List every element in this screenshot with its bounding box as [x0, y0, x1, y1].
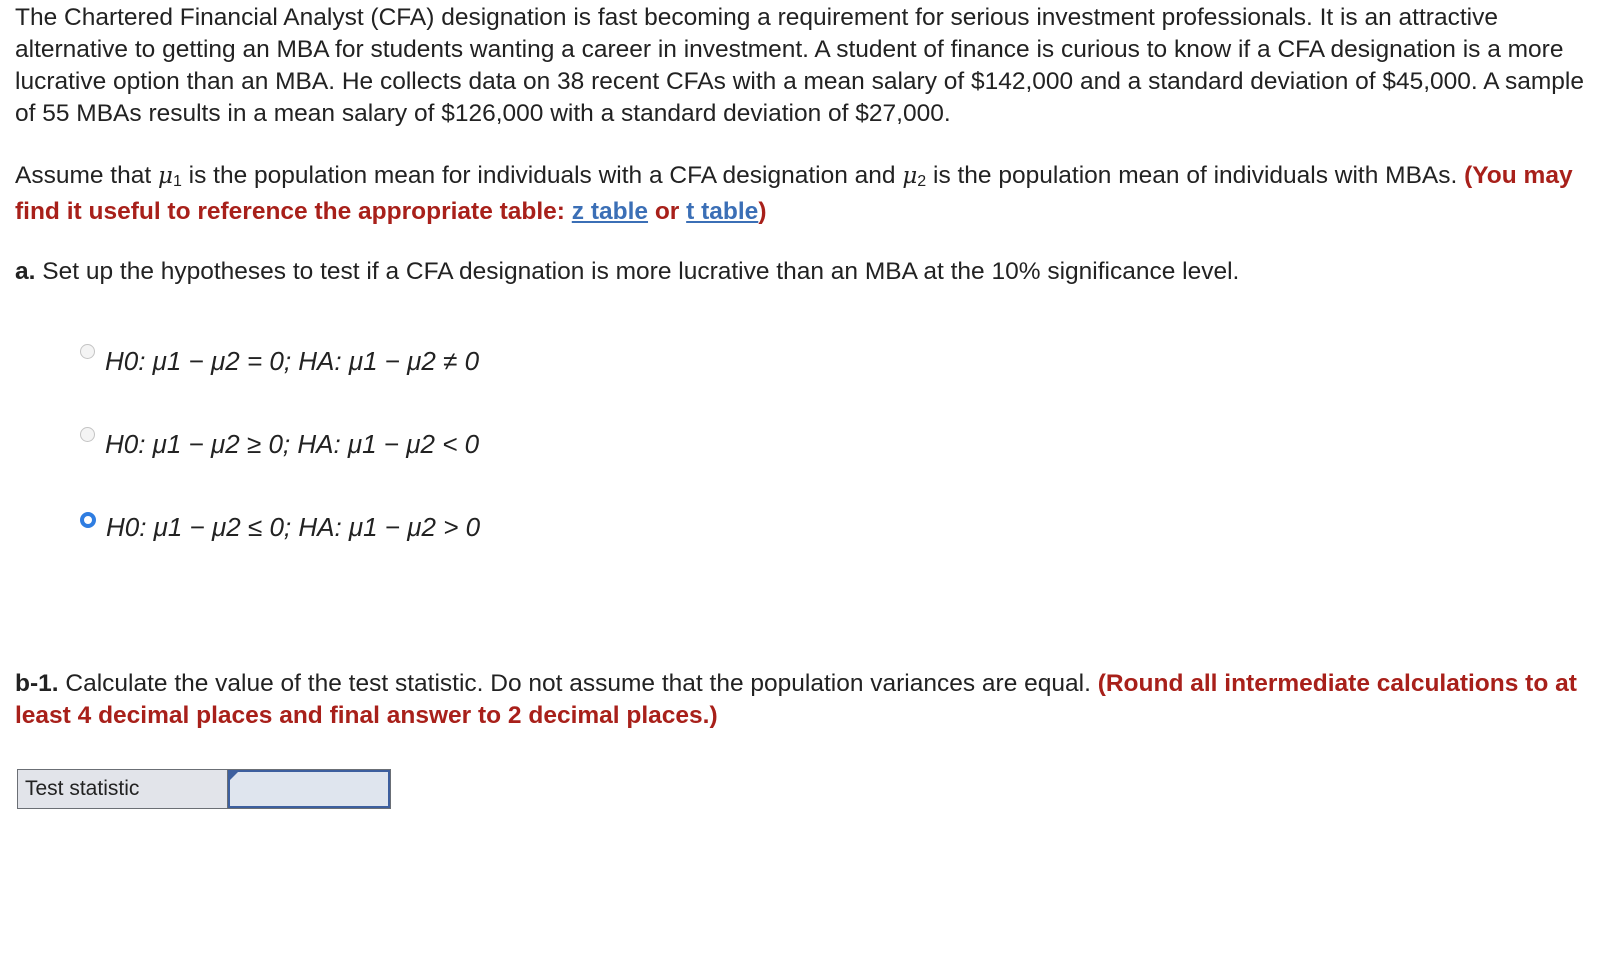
z-table-link[interactable]: z table [571, 198, 649, 225]
input-flag-icon [229, 771, 239, 781]
h0-text-3: H0: μ1 − μ2 ≤ 0; [106, 512, 292, 542]
test-statistic-input[interactable] [228, 770, 390, 808]
reference-suffix: ) [758, 198, 767, 225]
ha-text-2: HA: μ1 − μ2 < 0 [297, 429, 480, 459]
mu-subscript-1: 1 [172, 173, 182, 190]
ha-text-1: HA: μ1 − μ2 ≠ 0 [298, 346, 480, 376]
part-a-label: a. [15, 258, 36, 285]
part-b1-label: b-1. [15, 670, 59, 697]
h0-text-2: H0: μ1 − μ2 ≥ 0; [105, 429, 291, 459]
assumption-paragraph [15, 158, 1610, 229]
h0-text-1: H0: μ1 − μ2 = 0; [105, 346, 292, 376]
assume-text-3: is the population mean of individuals with MBAs. [926, 162, 1465, 189]
hypothesis-text-3 [106, 510, 480, 544]
radio-option-1[interactable] [80, 344, 95, 359]
hypothesis-option-2[interactable] [80, 427, 479, 467]
radio-option-2[interactable] [80, 427, 95, 442]
assume-text-2: is the population mean for individuals with a CFA designation and [181, 162, 903, 189]
reference-prefix: (You may find it useful to reference the appropriate table: [15, 162, 1573, 225]
mu-symbol-1: μ [157, 163, 173, 189]
t-table-link[interactable]: t table [686, 198, 759, 225]
radio-option-3-selected[interactable] [80, 512, 96, 528]
hypothesis-option-1[interactable] [80, 344, 479, 384]
part-a-question [15, 256, 1610, 288]
part-a-text: Set up the hypotheses to test if a CFA designation is more lucrative than an MBA at the 10% significance level. [35, 258, 1240, 285]
mu-symbol-2: μ [902, 163, 918, 189]
rounding-instruction: (Round all intermediate calculations to at least 4 decimal places and final answer to 2 decimal places.) [15, 670, 1577, 729]
answer-table [17, 769, 391, 809]
reference-or: or [648, 198, 687, 225]
problem-intro: The Chartered Financial Analyst (CFA) designation is fast becoming a requirement for serious investment professionals. It is an attractive alternative to getting an MBA for students wanting a career in investment. A student of finance is curious to know if a CFA designation is a more lucrative option than an MBA. He collects data on 38 recent CFAs with a mean salary of $142,000 and a standard deviation of $45,000. A sample of 55 MBAs results in a mean salary of $126,000 with a standard deviation of $27,000. [15, 4, 1584, 127]
assume-text-1: Assume that [15, 162, 158, 189]
part-b1-question [15, 668, 1610, 732]
hypothesis-option-3[interactable] [80, 510, 480, 550]
hypothesis-text-2 [105, 427, 479, 461]
part-b1-text: Calculate the value of the test statistic. Do not assume that the population variances are equal. [58, 670, 1098, 697]
hypothesis-text-1 [105, 344, 479, 378]
mu-subscript-2: 2 [917, 173, 927, 190]
ha-text-3: HA: μ1 − μ2 > 0 [298, 512, 481, 542]
test-statistic-label: Test statistic [18, 770, 228, 808]
